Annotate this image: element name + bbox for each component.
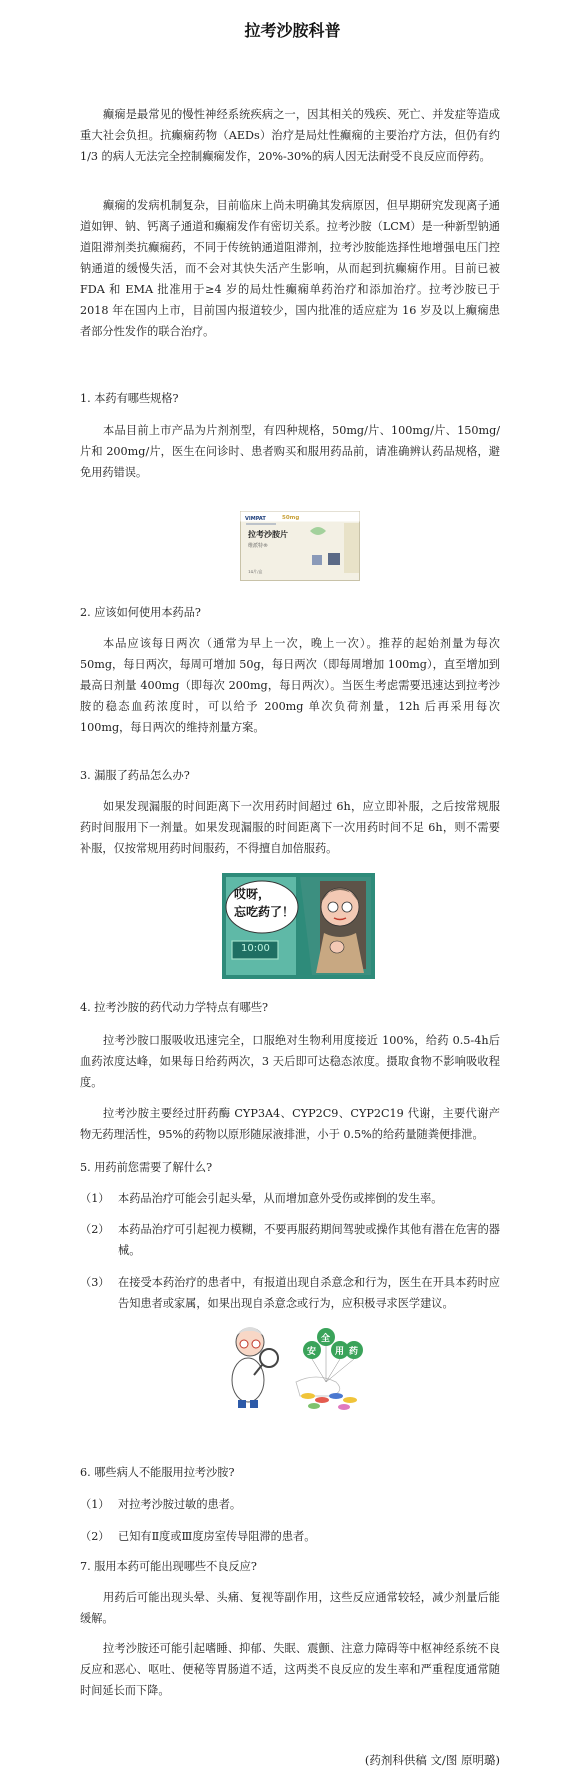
box-brand: VIMPAT xyxy=(245,516,266,522)
precaution-item-3 xyxy=(80,1272,500,1316)
balloon-char-3: 用 xyxy=(335,1347,345,1357)
box-drug-name: 拉考沙胺片 xyxy=(248,529,288,539)
contraindication-item-2 xyxy=(80,1526,500,1548)
answer-4-paragraph-2: 拉考沙胺主要经过肝药酶 CYP3A4、CYP2C9、CYP2C19 代谢，主要代谢产物无药理活性，95%的药物以原形随尿液排泄，小于 0.5%的给药量随粪便排泄。 xyxy=(80,1107,500,1141)
contraindication-item-2-number: （2） xyxy=(80,1530,110,1543)
answer-7-paragraph-2: 拉考沙胺还可能引起嗜睡、抑郁、失眠、震颤、注意力障碍等中枢神经系统不良反应和恶心、呕吐、便秘等胃肠道不适，这两类不良反应的发生率和严重程度通常随时间延长而下降。 xyxy=(80,1642,500,1697)
author-credit: (药剂科供稿 文/图 原明璐) xyxy=(364,1753,500,1767)
balloon-char-2: 全 xyxy=(321,1334,331,1344)
safe-medication-illustration xyxy=(226,1320,376,1412)
precaution-item-2 xyxy=(80,1219,500,1263)
question-4: 4. 拉考沙胺的药代动力学特点有哪些? xyxy=(80,1001,269,1014)
question-6: 6. 哪些病人不能服用拉考沙胺? xyxy=(80,1466,235,1479)
question-7: 7. 服用本药可能出现哪些不良反应? xyxy=(80,1560,257,1573)
forgot-medicine-cartoon xyxy=(222,873,375,979)
precaution-item-3-text: 在接受本药治疗的患者中，有报道出现自杀意念和行为，医生在开具本药时应告知患者或家属，如果出现自杀意念或行为，应积极寻求医学建议。 xyxy=(118,1276,500,1310)
balloon-char-4: 药 xyxy=(349,1347,359,1357)
answer-4-paragraph-1: 拉考沙胺口服吸收迅速完全，口服绝对生物利用度接近 100%，给药 0.5-4h后血药浓度达峰，如果每日给药两次，3 天后即可达稳态浓度。摄取食物不影响吸收程度。 xyxy=(80,1034,500,1089)
question-5: 5. 用药前您需要了解什么? xyxy=(80,1161,213,1174)
cartoon-speech-line-1: 哎呀， xyxy=(234,887,271,901)
contraindication-item-1-text: 对拉考沙胺过敏的患者。 xyxy=(118,1498,242,1511)
question-2: 2. 应该如何使用本药品? xyxy=(80,606,201,619)
precaution-item-1-text: 本药品治疗可能会引起头晕，从而增加意外受伤或摔倒的发生率。 xyxy=(118,1192,443,1205)
precaution-item-2-text: 本药品治疗可引起视力模糊，不要再服药期间驾驶或操作其他有潜在危害的器械。 xyxy=(118,1223,500,1257)
contraindication-item-2-text: 已知有Ⅱ度或Ⅲ度房室传导阻滞的患者。 xyxy=(118,1530,316,1543)
answer-7-paragraph-1: 用药后可能出现头晕、头痛、复视等副作用，这些反应通常较轻，减少剂量后能缓解。 xyxy=(80,1591,500,1625)
box-sub-name: 维派特® xyxy=(248,543,269,549)
precaution-item-1 xyxy=(80,1188,500,1210)
cartoon-clock-time: 10:00 xyxy=(241,943,270,954)
question-1: 1. 本药有哪些规格? xyxy=(80,392,179,405)
cartoon-speech-line-2: 忘吃药了！ xyxy=(234,905,295,919)
precaution-item-2-number: （2） xyxy=(80,1223,110,1236)
contraindication-item-1 xyxy=(80,1494,500,1516)
drug-box-image xyxy=(240,511,360,581)
precaution-item-1-number: （1） xyxy=(80,1192,110,1205)
question-3: 3. 漏服了药品怎么办? xyxy=(80,769,190,782)
safe-medication-cartoon xyxy=(226,1320,376,1412)
answer-3: 如果发现漏服的时间距离下一次用药时间超过 6h，应立即补服，之后按常规服药时间服用下一剂量。如果发现漏服的时间距离下一次用药时间不足 6h，则不需要补服，仅按常规用药时间服药，不得擅自加倍服药。 xyxy=(80,800,500,855)
answer-1: 本品目前上市产品为片剂剂型，有四种规格，50mg/片、100mg/片、150mg/片和 200mg/片，医生在问诊时、患者购买和服用药品前，请准确辨认药品规格，避免用药错误。 xyxy=(80,424,500,479)
contraindication-item-1-number: （1） xyxy=(80,1498,110,1511)
intro-paragraph-2: 癫痫的发病机制复杂，目前临床上尚未明确其发病原因，但早期研究发现离子通道如钾、钠、钙离子通道和癫痫发作有密切关系。拉考沙胺（LCM）是一种新型钠通道阻滞剂类抗癫痫药，不同于传统钠通道阻滞剂，拉考沙胺能选择性地增强电压门控钠通道的缓慢失活，而不会对其快失活产生影响，从而起到抗癫痫作用。目前已被 FDA 和 EMA 批准用于≥4 岁的局灶性癫痫单药治疗和添加治疗。拉考沙胺已于 2018 年在国内上市，目前国内报道较少，国内批准的适应症为 16 岁及以上癫痫患者部分性发作的联合治疗。 xyxy=(80,199,500,338)
intro-paragraph-1: 癫痫是最常见的慢性神经系统疾病之一，因其相关的残疾、死亡、并发症等造成重大社会负担。抗癫痫药物（AEDs）治疗是局灶性癫痫的主要治疗方法，但仍有约 1/3 的病人无法完全控制癫痫发作，20%-30%的病人因无法耐受不良反应而停药。 xyxy=(80,108,500,163)
balloon-char-1: 安 xyxy=(307,1347,317,1357)
box-strength: 50mg xyxy=(282,515,300,521)
box-count: 14片/盒 xyxy=(248,569,263,574)
precaution-item-3-number: （3） xyxy=(80,1276,110,1289)
page-title: 拉考沙胺科普 xyxy=(244,21,341,40)
answer-2: 本品应该每日两次（通常为早上一次，晚上一次）。推荐的起始剂量为每次50mg，每日两次，每周可增加 50g，每日两次（即每周增加 100mg），直至增加到最高日剂量 400mg（即每次 200mg，每日两次）。当医生考虑需要迅速达到拉考沙胺的稳态血药浓度时，可以给予 200mg 单次负荷剂量，12h 后再采用每次 100mg，每日两次的维持剂量方案。 xyxy=(80,637,500,734)
